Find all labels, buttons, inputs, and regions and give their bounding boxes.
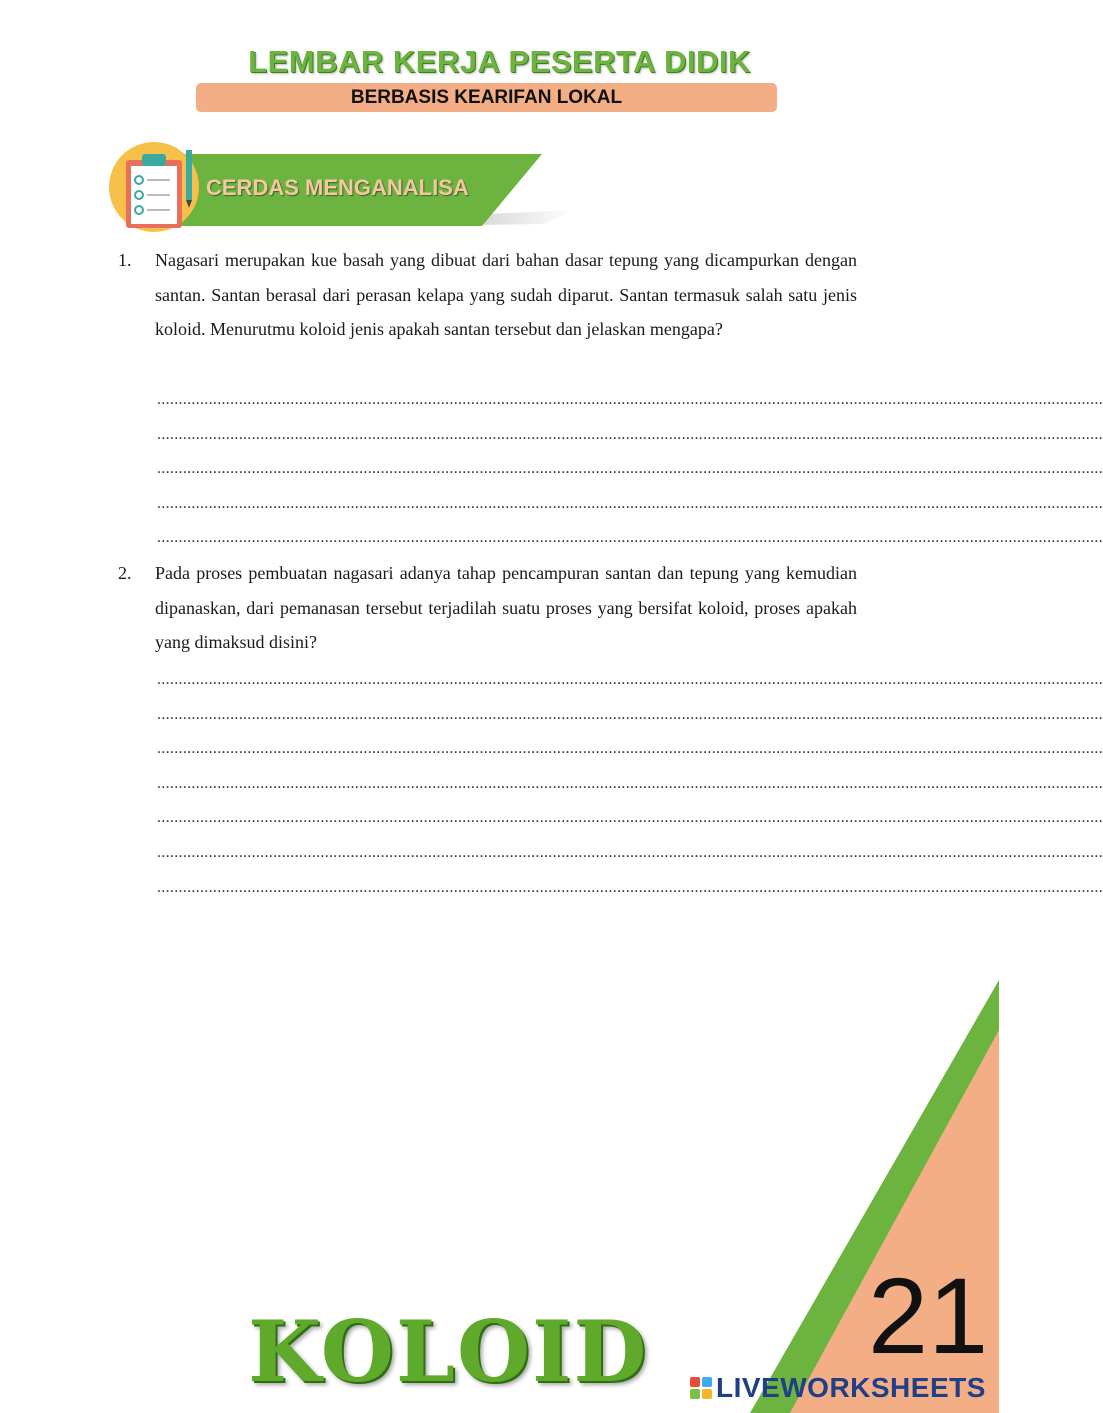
- koloid-logo: KOLOID: [248, 1302, 649, 1401]
- clipboard-checklist-icon: [109, 142, 199, 232]
- answer-line[interactable]: ............................................................................................................................................................................................................................: [157, 671, 1103, 688]
- answer-line[interactable]: ............................................................................................................................................................................................................................: [157, 425, 1103, 443]
- question-1: [118, 243, 857, 347]
- answer-area-2[interactable]: [157, 663, 1103, 905]
- answer-line[interactable]: ............................................................................................................................................................................................................................: [157, 529, 1103, 547]
- answer-line[interactable]: ............................................................................................................................................................................................................................: [157, 809, 1103, 827]
- answer-area-1[interactable]: [157, 383, 1103, 556]
- answer-line[interactable]: ............................................................................................................................................................................................................................: [157, 705, 1103, 723]
- question-number: 2.: [118, 563, 132, 583]
- liveworksheets-logo-icon: [690, 1377, 712, 1399]
- liveworksheets-watermark: [690, 1372, 986, 1404]
- question-text: Nagasari merupakan kue basah yang dibuat dari bahan dasar tepung yang dicampurkan dengan santan. Santan berasal dari perasan kelapa yang sudah diparut. Santan termasuk salah satu jenis koloid. Menurutmu koloid jenis apakah santan tersebut dan jelaskan mengapa?: [155, 250, 857, 340]
- watermark-text: LIVEWORKSHEETS: [716, 1372, 986, 1403]
- answer-line[interactable]: ............................................................................................................................................................................................................................: [157, 494, 1103, 512]
- page-number: 21: [868, 1255, 989, 1376]
- answer-line[interactable]: ............................................................................................................................................................................................................................: [157, 391, 1103, 408]
- worksheet-title: LEMBAR KERJA PESERTA DIDIK: [248, 44, 751, 79]
- section-title: CERDAS MENGANALISA: [206, 175, 469, 200]
- answer-line[interactable]: ............................................................................................................................................................................................................................: [157, 878, 1103, 896]
- question-text: Pada proses pembuatan nagasari adanya tahap pencampuran santan dan tepung yang kemudian dipanaskan, dari pemanasan tersebut terjadilah suatu proses yang bersifat koloid, proses apakah yang dimaksud disini?: [155, 563, 857, 653]
- answer-line[interactable]: ............................................................................................................................................................................................................................: [157, 774, 1103, 792]
- worksheet-subtitle: BERBASIS KEARIFAN LOKAL: [196, 83, 777, 112]
- answer-line[interactable]: ............................................................................................................................................................................................................................: [157, 843, 1103, 861]
- answer-line[interactable]: ............................................................................................................................................................................................................................: [157, 460, 1103, 478]
- question-2: [118, 556, 857, 660]
- question-number: 1.: [118, 250, 132, 270]
- answer-line[interactable]: ............................................................................................................................................................................................................................: [157, 740, 1103, 758]
